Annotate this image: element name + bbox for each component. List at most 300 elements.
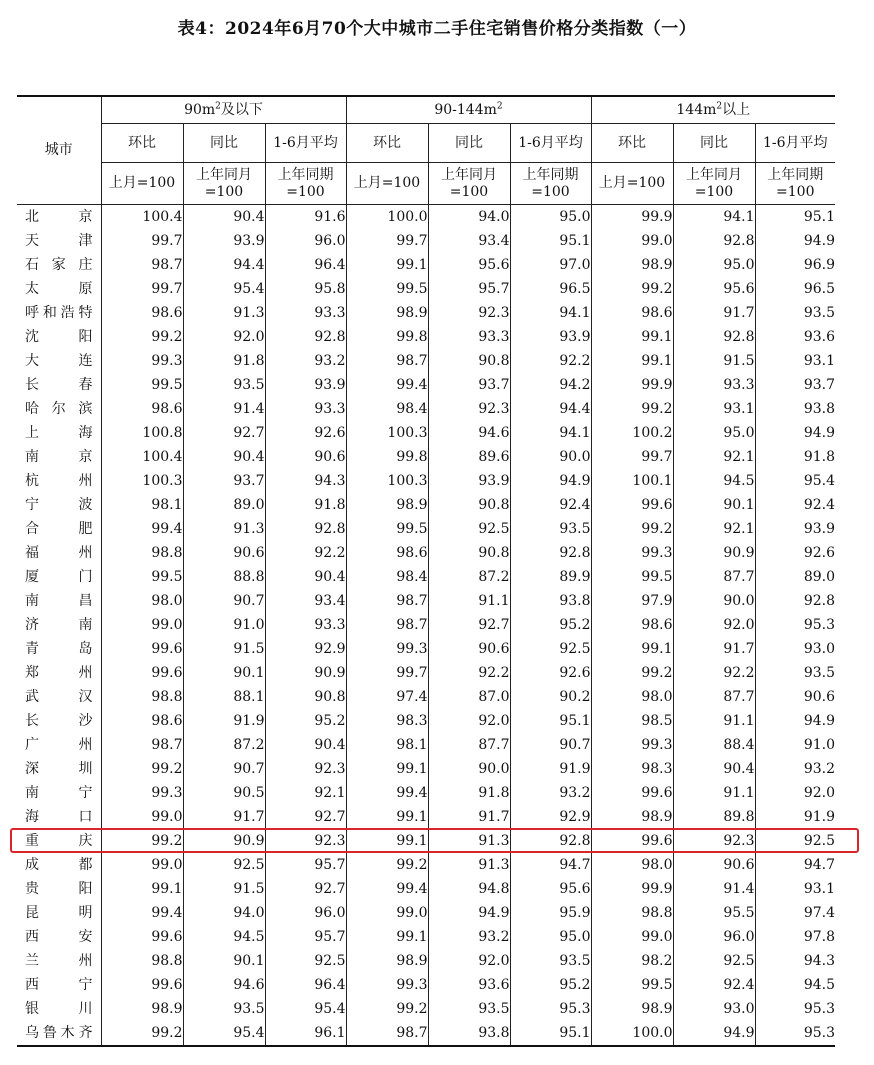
index-value-cell: 93.9 — [510, 325, 591, 349]
index-value-cell: 90.2 — [510, 685, 591, 709]
index-value-cell: 91.9 — [510, 757, 591, 781]
index-value-cell: 94.5 — [755, 973, 835, 997]
group-header-medium: $90-144m^2$ — [346, 96, 591, 124]
index-value-cell: 98.7 — [346, 1021, 428, 1046]
base-header-cell: 上月=100 — [591, 163, 673, 205]
index-value-cell: 89.9 — [510, 565, 591, 589]
index-value-cell: 98.0 — [591, 853, 673, 877]
index-value-cell: 96.0 — [265, 229, 346, 253]
city-name-cell: 沈阳 — [25, 329, 93, 345]
index-value-cell: 92.7 — [265, 805, 346, 829]
index-value-cell: 94.4 — [183, 253, 265, 277]
index-value-cell: 90.9 — [673, 541, 755, 565]
index-value-cell: 98.9 — [346, 949, 428, 973]
subheader-cell: 同比 — [673, 124, 755, 163]
index-value-cell: 90.1 — [183, 949, 265, 973]
base-header-cell: 上月=100 — [346, 163, 428, 205]
index-value-cell: 92.0 — [183, 325, 265, 349]
index-value-cell: 100.8 — [101, 421, 183, 445]
subheader-cell: 1-6月平均 — [755, 124, 835, 163]
index-value-cell: 93.7 — [755, 373, 835, 397]
index-value-cell: 92.4 — [510, 493, 591, 517]
highlight-box-chongqing — [10, 828, 859, 853]
index-value-cell: 98.0 — [101, 589, 183, 613]
index-value-cell: 92.9 — [510, 805, 591, 829]
index-value-cell: 94.8 — [428, 877, 510, 901]
index-value-cell: 90.9 — [183, 829, 265, 853]
index-value-cell: 95.0 — [673, 421, 755, 445]
index-value-cell: 93.8 — [755, 397, 835, 421]
index-value-cell: 91.3 — [428, 853, 510, 877]
index-value-cell: 93.2 — [755, 757, 835, 781]
index-value-cell: 92.1 — [265, 781, 346, 805]
index-value-cell: 93.7 — [183, 469, 265, 493]
index-value-cell: 95.4 — [265, 997, 346, 1021]
index-value-cell: 94.7 — [755, 853, 835, 877]
city-name-cell: 重庆 — [25, 833, 93, 849]
index-value-cell: 95.8 — [265, 277, 346, 301]
table-row — [17, 325, 835, 349]
index-value-cell: 87.7 — [428, 733, 510, 757]
index-value-cell: 93.1 — [755, 877, 835, 901]
index-value-cell: 99.1 — [346, 925, 428, 949]
index-value-cell: 92.0 — [673, 613, 755, 637]
index-value-cell: 98.7 — [101, 733, 183, 757]
index-value-cell: 97.0 — [510, 253, 591, 277]
index-value-cell: 98.1 — [346, 733, 428, 757]
index-value-cell: 99.6 — [101, 925, 183, 949]
index-value-cell: 94.2 — [510, 373, 591, 397]
index-value-cell: 93.1 — [755, 349, 835, 373]
index-value-cell: 93.2 — [265, 349, 346, 373]
index-value-cell: 90.7 — [183, 589, 265, 613]
index-value-cell: 87.7 — [673, 565, 755, 589]
index-value-cell: 92.3 — [265, 757, 346, 781]
index-value-cell: 99.6 — [591, 493, 673, 517]
index-value-cell: 99.1 — [591, 637, 673, 661]
index-value-cell: 100.3 — [346, 421, 428, 445]
table-row — [17, 565, 835, 589]
table-row — [17, 373, 835, 397]
index-value-cell: 93.5 — [428, 997, 510, 1021]
index-value-cell: 99.5 — [101, 565, 183, 589]
city-name-cell: 济南 — [25, 617, 93, 633]
index-value-cell: 99.7 — [101, 277, 183, 301]
index-value-cell: 99.2 — [346, 997, 428, 1021]
index-value-cell: 94.5 — [673, 469, 755, 493]
index-value-cell: 92.6 — [755, 541, 835, 565]
index-value-cell: 90.8 — [265, 685, 346, 709]
index-value-cell: 90.8 — [428, 349, 510, 373]
index-value-cell: 94.9 — [673, 1021, 755, 1046]
table-row — [17, 661, 835, 685]
index-value-cell: 99.5 — [346, 517, 428, 541]
index-value-cell: 90.4 — [183, 205, 265, 230]
index-value-cell: 93.5 — [755, 301, 835, 325]
subheader-cell: 1-6月平均 — [510, 124, 591, 163]
index-value-cell: 100.0 — [591, 1021, 673, 1046]
index-value-cell: 100.0 — [346, 205, 428, 230]
index-value-cell: 91.7 — [673, 301, 755, 325]
index-value-cell: 98.4 — [346, 565, 428, 589]
table-row — [17, 997, 835, 1021]
index-value-cell: 99.3 — [346, 973, 428, 997]
index-value-cell: 90.6 — [428, 637, 510, 661]
index-value-cell: 95.0 — [510, 925, 591, 949]
index-value-cell: 97.9 — [591, 589, 673, 613]
index-value-cell: 94.3 — [755, 949, 835, 973]
index-value-cell: 95.4 — [755, 469, 835, 493]
city-name-cell: 昆明 — [25, 905, 93, 921]
index-value-cell: 99.1 — [591, 325, 673, 349]
index-value-cell: 87.2 — [428, 565, 510, 589]
index-value-cell: 95.3 — [755, 613, 835, 637]
index-value-cell: 99.5 — [346, 277, 428, 301]
index-value-cell: 92.5 — [183, 853, 265, 877]
index-value-cell: 98.6 — [591, 301, 673, 325]
index-value-cell: 98.9 — [101, 997, 183, 1021]
city-name-cell: 北京 — [25, 209, 93, 225]
table-row — [17, 589, 835, 613]
index-value-cell: 93.5 — [183, 997, 265, 1021]
index-value-cell: 95.6 — [673, 277, 755, 301]
index-value-cell: 98.7 — [101, 253, 183, 277]
index-value-cell: 92.7 — [183, 421, 265, 445]
index-value-cell: 93.8 — [428, 1021, 510, 1046]
city-name-cell: 石家庄 — [25, 257, 93, 273]
index-value-cell: 91.1 — [673, 709, 755, 733]
index-value-cell: 92.1 — [673, 517, 755, 541]
index-value-cell: 99.9 — [591, 877, 673, 901]
index-value-cell: 93.7 — [428, 373, 510, 397]
index-value-cell: 99.1 — [101, 877, 183, 901]
index-value-cell: 92.5 — [673, 949, 755, 973]
index-value-cell: 95.3 — [755, 997, 835, 1021]
city-name-cell: 天津 — [25, 233, 93, 249]
table-row — [17, 445, 835, 469]
index-value-cell: 94.0 — [428, 205, 510, 230]
index-value-cell: 99.3 — [101, 781, 183, 805]
index-value-cell: 98.2 — [591, 949, 673, 973]
index-value-cell: 95.6 — [428, 253, 510, 277]
index-value-cell: 94.6 — [183, 973, 265, 997]
index-value-cell: 88.4 — [673, 733, 755, 757]
index-value-cell: 93.5 — [755, 661, 835, 685]
index-value-cell: 94.9 — [755, 229, 835, 253]
index-value-cell: 87.0 — [428, 685, 510, 709]
index-value-cell: 90.4 — [673, 757, 755, 781]
table-row — [17, 949, 835, 973]
index-value-cell: 93.9 — [428, 469, 510, 493]
index-value-cell: 89.6 — [428, 445, 510, 469]
index-value-cell: 99.2 — [346, 853, 428, 877]
city-name-cell: 长春 — [25, 377, 93, 393]
index-value-cell: 90.1 — [673, 493, 755, 517]
index-value-cell: 99.4 — [346, 373, 428, 397]
index-value-cell: 91.9 — [755, 805, 835, 829]
index-value-cell: 99.5 — [591, 973, 673, 997]
index-value-cell: 93.6 — [755, 325, 835, 349]
index-value-cell: 98.4 — [346, 397, 428, 421]
index-value-cell: 100.1 — [591, 469, 673, 493]
index-value-cell: 99.7 — [591, 445, 673, 469]
index-value-cell: 95.4 — [183, 277, 265, 301]
index-value-cell: 99.3 — [591, 541, 673, 565]
index-value-cell: 98.6 — [591, 613, 673, 637]
index-value-cell: 93.5 — [183, 373, 265, 397]
table-row — [17, 805, 835, 829]
index-value-cell: 92.6 — [510, 661, 591, 685]
index-value-cell: 93.8 — [510, 589, 591, 613]
index-value-cell: 98.6 — [101, 301, 183, 325]
index-value-cell: 90.4 — [183, 445, 265, 469]
index-value-cell: 92.6 — [265, 421, 346, 445]
index-value-cell: 93.4 — [265, 589, 346, 613]
index-value-cell: 90.6 — [183, 541, 265, 565]
index-value-cell: 95.0 — [510, 205, 591, 230]
index-value-cell: 100.4 — [101, 205, 183, 230]
index-value-cell: 95.1 — [510, 229, 591, 253]
index-value-cell: 91.4 — [673, 877, 755, 901]
index-value-cell: 92.5 — [755, 829, 835, 853]
index-value-cell: 100.3 — [346, 469, 428, 493]
table-row — [17, 925, 835, 949]
table-row — [17, 397, 835, 421]
index-value-cell: 92.4 — [755, 493, 835, 517]
index-value-cell: 96.4 — [265, 973, 346, 997]
index-value-cell: 90.8 — [428, 541, 510, 565]
index-value-cell: 99.2 — [101, 1021, 183, 1046]
index-value-cell: 91.6 — [265, 205, 346, 230]
index-value-cell: 99.0 — [346, 901, 428, 925]
price-index-table — [17, 95, 835, 1047]
index-value-cell: 98.8 — [101, 949, 183, 973]
index-value-cell: 92.8 — [265, 517, 346, 541]
index-value-cell: 92.2 — [428, 661, 510, 685]
index-value-cell: 95.1 — [755, 205, 835, 230]
index-value-cell: 98.5 — [591, 709, 673, 733]
index-value-cell: 91.5 — [183, 877, 265, 901]
index-value-cell: 89.8 — [673, 805, 755, 829]
index-value-cell: 93.0 — [755, 637, 835, 661]
table-row — [17, 901, 835, 925]
index-value-cell: 99.0 — [101, 853, 183, 877]
index-value-cell: 98.8 — [101, 685, 183, 709]
index-value-cell: 90.9 — [265, 661, 346, 685]
index-value-cell: 94.1 — [510, 421, 591, 445]
index-value-cell: 96.0 — [673, 925, 755, 949]
index-value-cell: 99.3 — [591, 733, 673, 757]
index-value-cell: 93.9 — [265, 373, 346, 397]
base-header-cell: 上年同期=100 — [265, 163, 346, 205]
table-row — [17, 685, 835, 709]
group-header-small: $90m^2$及以下 — [101, 96, 346, 124]
index-value-cell: 92.2 — [673, 661, 755, 685]
city-name-cell: 成都 — [25, 857, 93, 873]
table-row — [17, 541, 835, 565]
index-value-cell: 92.0 — [428, 949, 510, 973]
index-value-cell: 99.6 — [591, 781, 673, 805]
city-name-cell: 哈尔滨 — [25, 401, 93, 417]
city-column-header: 城市 — [17, 96, 101, 205]
table-row — [17, 973, 835, 997]
index-value-cell: 99.6 — [101, 637, 183, 661]
table-row — [17, 613, 835, 637]
index-value-cell: 98.8 — [591, 901, 673, 925]
subheader-cell: 1-6月平均 — [265, 124, 346, 163]
subheader-cell: 同比 — [428, 124, 510, 163]
table-row — [17, 517, 835, 541]
index-value-cell: 94.1 — [673, 205, 755, 230]
index-value-cell: 95.3 — [755, 1021, 835, 1046]
index-value-cell: 92.8 — [265, 325, 346, 349]
index-value-cell: 90.6 — [673, 853, 755, 877]
index-value-cell: 91.3 — [183, 517, 265, 541]
index-value-cell: 90.1 — [183, 661, 265, 685]
index-value-cell: 99.6 — [591, 829, 673, 853]
index-value-cell: 99.0 — [101, 805, 183, 829]
index-value-cell: 90.8 — [428, 493, 510, 517]
index-value-cell: 99.1 — [346, 757, 428, 781]
index-value-cell: 90.0 — [673, 589, 755, 613]
index-value-cell: 94.5 — [183, 925, 265, 949]
subheader-cell: 环比 — [346, 124, 428, 163]
index-value-cell: 94.9 — [755, 421, 835, 445]
index-value-cell: 94.3 — [265, 469, 346, 493]
index-value-cell: 91.8 — [183, 349, 265, 373]
index-value-cell: 96.5 — [510, 277, 591, 301]
city-name-cell: 南昌 — [25, 593, 93, 609]
index-value-cell: 99.2 — [591, 517, 673, 541]
index-value-cell: 99.5 — [101, 373, 183, 397]
index-value-cell: 98.1 — [101, 493, 183, 517]
index-value-cell: 98.0 — [591, 685, 673, 709]
index-value-cell: 99.4 — [346, 781, 428, 805]
city-name-cell: 福州 — [25, 545, 93, 561]
index-value-cell: 98.8 — [101, 541, 183, 565]
index-value-cell: 95.0 — [673, 253, 755, 277]
base-header-cell: 上年同月=100 — [428, 163, 510, 205]
table-row — [17, 637, 835, 661]
index-value-cell: 93.5 — [510, 517, 591, 541]
index-value-cell: 99.0 — [591, 229, 673, 253]
city-name-cell: 银川 — [25, 1001, 93, 1017]
table-row — [17, 301, 835, 325]
index-value-cell: 91.5 — [183, 637, 265, 661]
city-name-cell: 兰州 — [25, 953, 93, 969]
index-value-cell: 91.8 — [428, 781, 510, 805]
index-value-cell: 99.9 — [591, 205, 673, 230]
index-value-cell: 91.0 — [755, 733, 835, 757]
index-value-cell: 90.4 — [265, 733, 346, 757]
city-name-cell: 贵阳 — [25, 881, 93, 897]
city-name-cell: 南京 — [25, 449, 93, 465]
index-value-cell: 99.8 — [346, 445, 428, 469]
city-name-cell: 呼和浩特 — [25, 305, 93, 321]
index-value-cell: 99.2 — [101, 757, 183, 781]
index-value-cell: 98.9 — [591, 805, 673, 829]
index-value-cell: 89.0 — [183, 493, 265, 517]
index-value-cell: 93.1 — [673, 397, 755, 421]
index-value-cell: 92.1 — [673, 445, 755, 469]
index-value-cell: 93.3 — [265, 301, 346, 325]
index-value-cell: 99.2 — [591, 661, 673, 685]
table-row — [17, 253, 835, 277]
base-header-cell: 上年同期=100 — [755, 163, 835, 205]
index-value-cell: 97.4 — [755, 901, 835, 925]
index-value-cell: 99.1 — [346, 253, 428, 277]
index-value-cell: 98.6 — [101, 397, 183, 421]
index-value-cell: 92.3 — [673, 829, 755, 853]
index-value-cell: 99.1 — [346, 805, 428, 829]
city-name-cell: 深圳 — [25, 761, 93, 777]
city-name-cell: 太原 — [25, 281, 93, 297]
index-value-cell: 93.2 — [428, 925, 510, 949]
city-name-cell: 西宁 — [25, 977, 93, 993]
base-header-cell: 上年同月=100 — [183, 163, 265, 205]
index-value-cell: 91.8 — [265, 493, 346, 517]
index-value-cell: 87.7 — [673, 685, 755, 709]
index-value-cell: 95.1 — [510, 1021, 591, 1046]
table-row — [17, 205, 835, 230]
table-row — [17, 1021, 835, 1046]
index-value-cell: 98.6 — [101, 709, 183, 733]
index-value-cell: 99.9 — [591, 373, 673, 397]
table-row — [17, 853, 835, 877]
city-name-cell: 上海 — [25, 425, 93, 441]
index-value-cell: 96.9 — [755, 253, 835, 277]
base-header-cell: 上年同期=100 — [510, 163, 591, 205]
table-row — [17, 733, 835, 757]
city-name-cell: 大连 — [25, 353, 93, 369]
index-value-cell: 96.4 — [265, 253, 346, 277]
index-value-cell: 91.7 — [673, 637, 755, 661]
index-value-cell: 95.7 — [428, 277, 510, 301]
index-value-cell: 98.7 — [346, 589, 428, 613]
index-value-cell: 97.8 — [755, 925, 835, 949]
city-name-cell: 宁波 — [25, 497, 93, 513]
index-value-cell: 92.0 — [428, 709, 510, 733]
index-value-cell: 98.7 — [346, 613, 428, 637]
index-value-cell: 92.3 — [428, 301, 510, 325]
index-value-cell: 90.7 — [510, 733, 591, 757]
index-value-cell: 93.3 — [265, 613, 346, 637]
index-value-cell: 99.8 — [346, 325, 428, 349]
table-row — [17, 757, 835, 781]
index-value-cell: 91.8 — [755, 445, 835, 469]
table-body — [17, 205, 835, 1047]
index-value-cell: 92.7 — [428, 613, 510, 637]
table-row — [17, 781, 835, 805]
index-value-cell: 95.7 — [265, 925, 346, 949]
index-value-cell: 90.0 — [510, 445, 591, 469]
city-name-cell: 杭州 — [25, 473, 93, 489]
index-value-cell: 91.5 — [673, 349, 755, 373]
city-name-cell: 青岛 — [25, 641, 93, 657]
city-name-cell: 郑州 — [25, 665, 93, 681]
index-value-cell: 98.9 — [346, 493, 428, 517]
index-value-cell: 87.2 — [183, 733, 265, 757]
index-value-cell: 98.9 — [591, 253, 673, 277]
index-value-cell: 90.6 — [755, 685, 835, 709]
table-row — [17, 493, 835, 517]
index-value-cell: 92.5 — [428, 517, 510, 541]
index-value-cell: 95.2 — [510, 613, 591, 637]
index-value-cell: 99.4 — [101, 901, 183, 925]
subheader-cell: 同比 — [183, 124, 265, 163]
index-value-cell: 99.0 — [591, 925, 673, 949]
table-row — [17, 421, 835, 445]
